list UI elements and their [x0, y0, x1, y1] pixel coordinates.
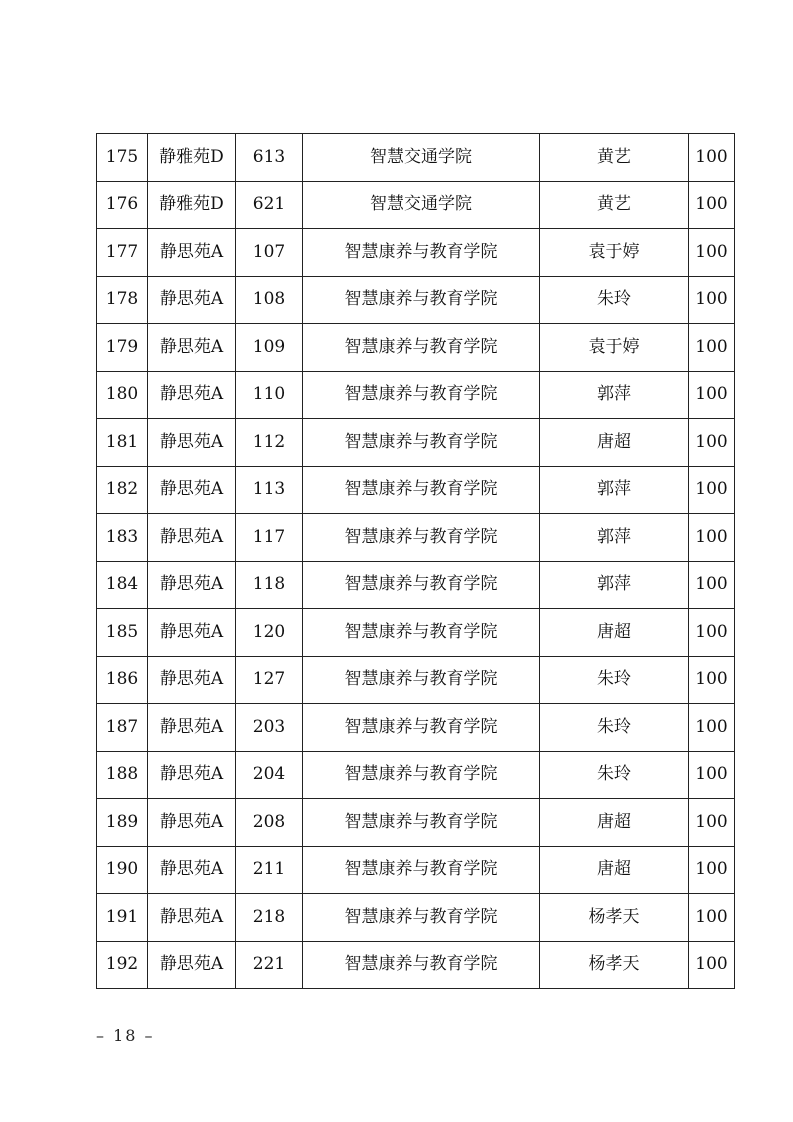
table-row: [97, 751, 735, 799]
person-cell: 黄艺: [540, 134, 689, 182]
row-number-cell: 185: [97, 609, 148, 657]
score-cell: 100: [689, 846, 735, 894]
row-number-cell: 183: [97, 514, 148, 562]
score-cell: 100: [689, 371, 735, 419]
table-row: [97, 229, 735, 277]
room-number-cell: 218: [236, 894, 303, 942]
table-row: [97, 371, 735, 419]
college-cell: 智慧康养与教育学院: [303, 941, 540, 989]
room-number-cell: 107: [236, 229, 303, 277]
college-cell: 智慧康养与教育学院: [303, 799, 540, 847]
building-cell: 静思苑A: [148, 324, 236, 372]
person-cell: 郭萍: [540, 371, 689, 419]
row-number-cell: 192: [97, 941, 148, 989]
building-cell: 静思苑A: [148, 371, 236, 419]
table-row: [97, 181, 735, 229]
building-cell: 静雅苑D: [148, 134, 236, 182]
college-cell: 智慧康养与教育学院: [303, 656, 540, 704]
college-cell: 智慧康养与教育学院: [303, 276, 540, 324]
table-row: [97, 134, 735, 182]
score-cell: 100: [689, 181, 735, 229]
building-cell: 静思苑A: [148, 466, 236, 514]
building-cell: 静思苑A: [148, 751, 236, 799]
room-number-cell: 120: [236, 609, 303, 657]
score-cell: 100: [689, 941, 735, 989]
person-cell: 杨孝天: [540, 941, 689, 989]
room-number-cell: 117: [236, 514, 303, 562]
score-cell: 100: [689, 324, 735, 372]
college-cell: 智慧康养与教育学院: [303, 751, 540, 799]
table-row: [97, 656, 735, 704]
person-cell: 朱玲: [540, 704, 689, 752]
person-cell: 唐超: [540, 846, 689, 894]
score-cell: 100: [689, 561, 735, 609]
table-row: [97, 846, 735, 894]
row-number-cell: 177: [97, 229, 148, 277]
person-cell: 唐超: [540, 799, 689, 847]
room-number-cell: 208: [236, 799, 303, 847]
row-number-cell: 179: [97, 324, 148, 372]
building-cell: 静思苑A: [148, 276, 236, 324]
row-number-cell: 184: [97, 561, 148, 609]
building-cell: 静思苑A: [148, 704, 236, 752]
room-number-cell: 211: [236, 846, 303, 894]
table-row: [97, 799, 735, 847]
person-cell: 唐超: [540, 609, 689, 657]
table-row: [97, 609, 735, 657]
college-cell: 智慧康养与教育学院: [303, 704, 540, 752]
person-cell: 杨孝天: [540, 894, 689, 942]
score-cell: 100: [689, 466, 735, 514]
room-number-cell: 613: [236, 134, 303, 182]
college-cell: 智慧康养与教育学院: [303, 466, 540, 514]
person-cell: 唐超: [540, 419, 689, 467]
college-cell: 智慧交通学院: [303, 181, 540, 229]
row-number-cell: 175: [97, 134, 148, 182]
person-cell: 黄艺: [540, 181, 689, 229]
score-cell: 100: [689, 276, 735, 324]
room-number-cell: 112: [236, 419, 303, 467]
building-cell: 静思苑A: [148, 229, 236, 277]
college-cell: 智慧康养与教育学院: [303, 894, 540, 942]
person-cell: 郭萍: [540, 561, 689, 609]
college-cell: 智慧康养与教育学院: [303, 561, 540, 609]
room-number-cell: 204: [236, 751, 303, 799]
score-cell: 100: [689, 799, 735, 847]
score-cell: 100: [689, 656, 735, 704]
college-cell: 智慧康养与教育学院: [303, 324, 540, 372]
college-cell: 智慧康养与教育学院: [303, 609, 540, 657]
room-number-cell: 127: [236, 656, 303, 704]
table-row: [97, 324, 735, 372]
building-cell: 静思苑A: [148, 419, 236, 467]
building-cell: 静思苑A: [148, 561, 236, 609]
building-cell: 静思苑A: [148, 656, 236, 704]
score-cell: 100: [689, 894, 735, 942]
table-row: [97, 514, 735, 562]
table-row: [97, 419, 735, 467]
college-cell: 智慧康养与教育学院: [303, 419, 540, 467]
table-row: [97, 704, 735, 752]
college-cell: 智慧康养与教育学院: [303, 514, 540, 562]
score-cell: 100: [689, 419, 735, 467]
table-row: [97, 276, 735, 324]
row-number-cell: 186: [97, 656, 148, 704]
dormitory-score-table: [96, 133, 735, 989]
person-cell: 朱玲: [540, 276, 689, 324]
person-cell: 朱玲: [540, 751, 689, 799]
score-cell: 100: [689, 229, 735, 277]
table-row: [97, 894, 735, 942]
person-cell: 袁于婷: [540, 324, 689, 372]
table-row: [97, 561, 735, 609]
building-cell: 静思苑A: [148, 514, 236, 562]
building-cell: 静思苑A: [148, 609, 236, 657]
row-number-cell: 190: [97, 846, 148, 894]
row-number-cell: 182: [97, 466, 148, 514]
table-row: [97, 941, 735, 989]
building-cell: 静思苑A: [148, 846, 236, 894]
row-number-cell: 189: [97, 799, 148, 847]
person-cell: 郭萍: [540, 514, 689, 562]
room-number-cell: 203: [236, 704, 303, 752]
score-cell: 100: [689, 514, 735, 562]
room-number-cell: 109: [236, 324, 303, 372]
building-cell: 静思苑A: [148, 799, 236, 847]
person-cell: 朱玲: [540, 656, 689, 704]
college-cell: 智慧交通学院: [303, 134, 540, 182]
room-number-cell: 118: [236, 561, 303, 609]
room-number-cell: 108: [236, 276, 303, 324]
page-number: – 18 –: [96, 1026, 155, 1045]
table-body: [97, 134, 735, 989]
score-cell: 100: [689, 134, 735, 182]
room-number-cell: 113: [236, 466, 303, 514]
row-number-cell: 187: [97, 704, 148, 752]
row-number-cell: 191: [97, 894, 148, 942]
person-cell: 袁于婷: [540, 229, 689, 277]
table-row: [97, 466, 735, 514]
room-number-cell: 621: [236, 181, 303, 229]
college-cell: 智慧康养与教育学院: [303, 371, 540, 419]
score-cell: 100: [689, 751, 735, 799]
college-cell: 智慧康养与教育学院: [303, 229, 540, 277]
row-number-cell: 180: [97, 371, 148, 419]
room-number-cell: 110: [236, 371, 303, 419]
score-cell: 100: [689, 609, 735, 657]
building-cell: 静思苑A: [148, 941, 236, 989]
row-number-cell: 176: [97, 181, 148, 229]
score-cell: 100: [689, 704, 735, 752]
row-number-cell: 181: [97, 419, 148, 467]
building-cell: 静思苑A: [148, 894, 236, 942]
room-number-cell: 221: [236, 941, 303, 989]
row-number-cell: 178: [97, 276, 148, 324]
college-cell: 智慧康养与教育学院: [303, 846, 540, 894]
person-cell: 郭萍: [540, 466, 689, 514]
building-cell: 静雅苑D: [148, 181, 236, 229]
row-number-cell: 188: [97, 751, 148, 799]
